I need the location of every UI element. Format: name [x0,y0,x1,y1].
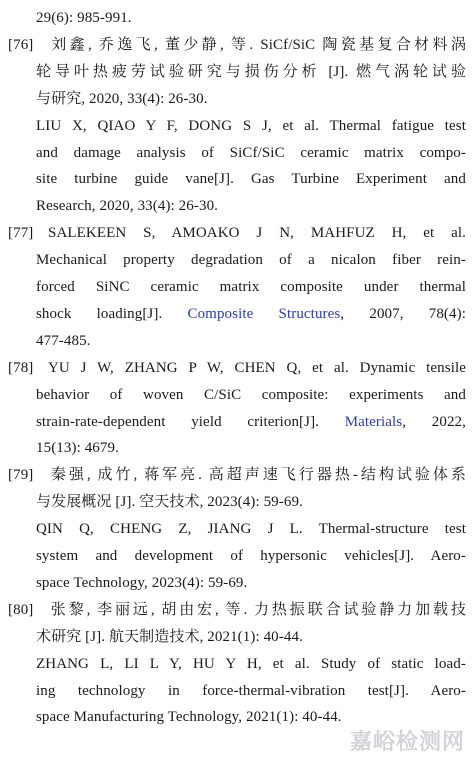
reference-text: space Technology, 2023(4): 59-69. [36,574,248,591]
reference-line [36,250,466,270]
reference-line [8,35,466,55]
reference-text: ing technology in force-thermal-vibration test[J]. Aero- [36,682,466,699]
reference-line [36,304,466,324]
reference-line [36,681,466,701]
reference-text: 刘鑫, 乔逸飞, 董少静, 等. SiCf/SiC 陶瓷基复合材料涡 [48,36,466,53]
reference-line [8,358,466,378]
reference-text: shock loading[J]. Composite Structures, 2007, 78(4): [36,305,466,322]
reference-line [36,654,466,674]
reference-number: [77] [8,225,34,242]
reference-number: [79] [8,467,34,484]
reference-text: 术研究 [J]. 航天制造技术, 2021(1): 40-44. [36,628,303,645]
reference-text: 与发展概况 [J]. 空天技术, 2023(4): 59-69. [36,494,303,511]
journal-link[interactable]: Composite Structures [187,305,341,322]
reference-text: 张黎, 李丽远, 胡由宏, 等. 力热振联合试验静力加载技 [48,601,466,618]
reference-number: [80] [8,601,34,618]
reference-line [36,412,466,432]
reference-text: 29(6): 985-991. [36,10,132,26]
reference-line [36,116,466,136]
reference-line [36,169,466,189]
reference-text: and damage analysis of SiCf/SiC ceramic matrix compo- [36,144,466,161]
reference-text: QIN Q, CHENG Z, JIANG J L. Thermal-structure test [36,521,466,538]
journal-link[interactable]: Materials [344,413,403,430]
reference-text: 477-485. [36,332,91,349]
reference-line [36,573,466,593]
reference-text: behavior of woven C/SiC composite: experiments and [36,386,466,403]
reference-line [36,627,466,647]
reference-line [36,331,466,351]
reference-text: ZHANG L, LI L Y, HU Y H, et al. Study of static load- [36,655,466,672]
reference-line [36,143,466,163]
reference-line [36,438,466,458]
reference-line [36,89,466,109]
reference-text: space Manufacturing Technology, 2021(1): 40-44. [36,709,342,726]
reference-text: 与研究, 2020, 33(4): 26-30. [36,90,208,107]
reference-line [8,223,466,243]
reference-text: YU J W, ZHANG P W, CHEN Q, et al. Dynamic tensile [48,359,466,376]
reference-text: SALEKEEN S, AMOAKO J N, MAHFUZ H, et al. [48,225,466,242]
reference-text: site turbine guide vane[J]. Gas Turbine Experiment and [36,171,466,188]
reference-line [36,62,466,82]
reference-text: 15(13): 4679. [36,440,119,457]
watermark: 嘉峪检测网 [349,730,465,755]
reference-line [36,8,466,28]
reference-line [36,277,466,297]
reference-line [36,546,466,566]
reference-text: strain-rate-dependent yield criterion[J]. Materials, 2022, [36,413,467,430]
reference-line [36,196,466,216]
reference-line [36,492,466,512]
reference-text: 秦强, 成竹, 蒋军亮. 高超声速飞行器热-结构试验体系 [48,467,466,484]
reference-number: [76] [8,36,34,53]
reference-number: [78] [8,359,34,376]
reference-text: forced SiNC ceramic matrix composite under thermal [36,279,466,295]
reference-line [36,519,466,539]
reference-text: Mechanical property degradation of a nicalon fiber rein- [36,252,466,269]
reference-text: 轮导叶热疲劳试验研究与损伤分析 [J]. 燃气涡轮试验 [36,63,466,80]
reference-text: Research, 2020, 33(4): 26-30. [36,198,219,215]
reference-text: LIU X, QIAO Y F, DONG S J, et al. Thermal fatigue test [36,117,466,134]
reference-line [36,385,466,405]
reference-line [8,600,466,620]
reference-text: system and development of hypersonic vehicles[J]. Aero- [36,548,466,564]
reference-line [8,465,466,485]
